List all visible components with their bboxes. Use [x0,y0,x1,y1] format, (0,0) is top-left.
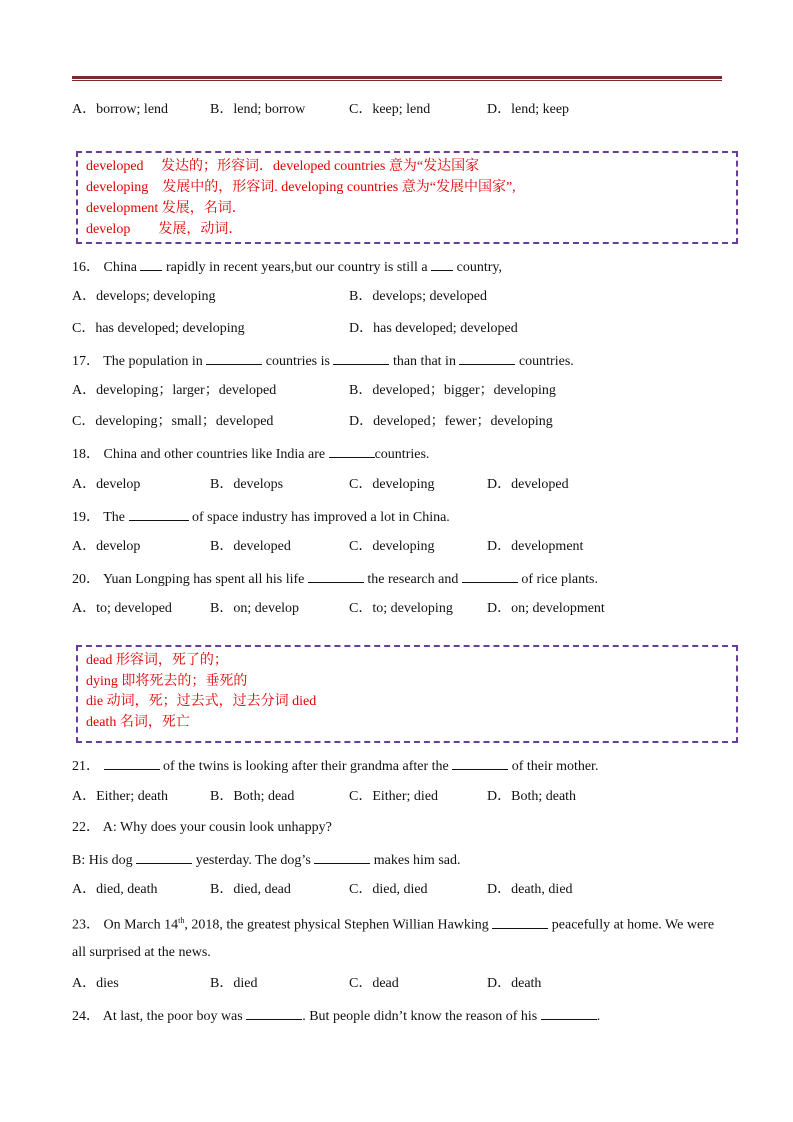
option-a[interactable]: A．developing；larger；developed [72,383,277,398]
note-line: death 名词，死亡 [86,715,190,730]
question-24: 24． At last, the poor boy was . But people didn’t know the reason of his . [72,1009,601,1024]
option-c[interactable]: C．developing [349,477,435,492]
answer-blank[interactable] [246,1007,302,1020]
option-c[interactable]: C．has developed; developing [72,321,245,336]
answer-blank[interactable] [104,757,160,770]
question-19: 19． The of space industry has improved a lot in China. [72,510,450,525]
option-d[interactable]: D．developed；fewer；developing [349,414,553,429]
answer-blank[interactable] [492,916,548,929]
option-c[interactable]: C．dead [349,976,399,991]
question-17: 17． The population in countries is than that in countries. [72,354,574,369]
option-d[interactable]: D．development [487,539,584,554]
header-rule-thick [72,76,722,79]
option-b[interactable]: B．lend; borrow [210,102,306,117]
question-22: 22． A: Why does your cousin look unhappy? [72,820,332,835]
option-d[interactable]: D．developed [487,477,569,492]
option-b[interactable]: B．develops; developed [349,289,488,304]
option-c[interactable]: C．keep; lend [349,102,431,117]
note-line: dead 形容词，死了的； [86,653,228,668]
option-a[interactable]: A．died, death [72,882,158,897]
option-b[interactable]: B．developed [210,539,291,554]
option-b[interactable]: B．died [210,976,258,991]
option-d[interactable]: D．on; development [487,601,605,616]
note-line: develop 发展，动词． [86,222,243,237]
answer-blank[interactable] [329,445,375,458]
answer-blank[interactable] [314,851,370,864]
option-b[interactable]: B．developed；bigger；developing [349,383,556,398]
option-b[interactable]: B．Both; dead [210,789,295,804]
question-23-cont: all surprised at the news. [72,945,211,960]
option-d[interactable]: D．death [487,976,542,991]
note-line: development 发展，名词． [86,201,246,216]
question-22-dialog: B: His dog yesterday. The dog’s makes him sad. [72,853,461,868]
answer-blank[interactable] [431,258,453,271]
question-21: 21． of the twins is looking after their grandma after the of their mother. [72,759,599,774]
answer-blank[interactable] [140,258,162,271]
option-a[interactable]: A．Either; death [72,789,169,804]
option-c[interactable]: C．Either; died [349,789,439,804]
question-18: 18． China and other countries like India are countries. [72,447,430,462]
option-d[interactable]: D．death, died [487,882,573,897]
option-c[interactable]: C．to; developing [349,601,453,616]
option-a[interactable]: A．develops; developing [72,289,216,304]
option-a[interactable]: A．borrow; lend [72,102,169,117]
option-d[interactable]: D．Both; death [487,789,577,804]
option-d[interactable]: D．has developed; developed [349,321,518,336]
option-b[interactable]: B．develops [210,477,284,492]
answer-blank[interactable] [459,352,515,365]
option-d[interactable]: D．lend; keep [487,102,570,117]
answer-blank[interactable] [129,508,189,521]
note-line: developing 发展中的，形容词. developing countries 意为“发展中国家”, [86,180,516,195]
answer-blank[interactable] [462,570,518,583]
question-23: 23． On March 14th, 2018, the greatest physical Stephen Willian Hawking peacefully at home. We were [72,916,715,933]
option-c[interactable]: C．developing [349,539,435,554]
option-a[interactable]: A．develop [72,539,141,554]
note-line: die 动词，死；过去式，过去分词 died [86,694,317,709]
answer-blank[interactable] [308,570,364,583]
option-b[interactable]: B．died, dead [210,882,291,897]
option-a[interactable]: A．to; developed [72,601,172,616]
header-rule-thin [72,80,722,81]
option-a[interactable]: A．develop [72,477,141,492]
option-c[interactable]: C．developing；small；developed [72,414,274,429]
note-line: dying 即将死去的；垂死的 [86,674,248,689]
answer-blank[interactable] [541,1007,597,1020]
question-16: 16． China rapidly in recent years,but our country is still a country, [72,260,502,275]
answer-blank[interactable] [206,352,262,365]
answer-blank[interactable] [136,851,192,864]
answer-blank[interactable] [333,352,389,365]
option-b[interactable]: B．on; develop [210,601,300,616]
note-line: developed 发达的；形容词．developed countries 意为“发达国家 [86,159,480,174]
question-20: 20． Yuan Longping has spent all his life the research and of rice plants. [72,572,598,587]
option-a[interactable]: A．dies [72,976,119,991]
answer-blank[interactable] [452,757,508,770]
option-c[interactable]: C．died, died [349,882,428,897]
